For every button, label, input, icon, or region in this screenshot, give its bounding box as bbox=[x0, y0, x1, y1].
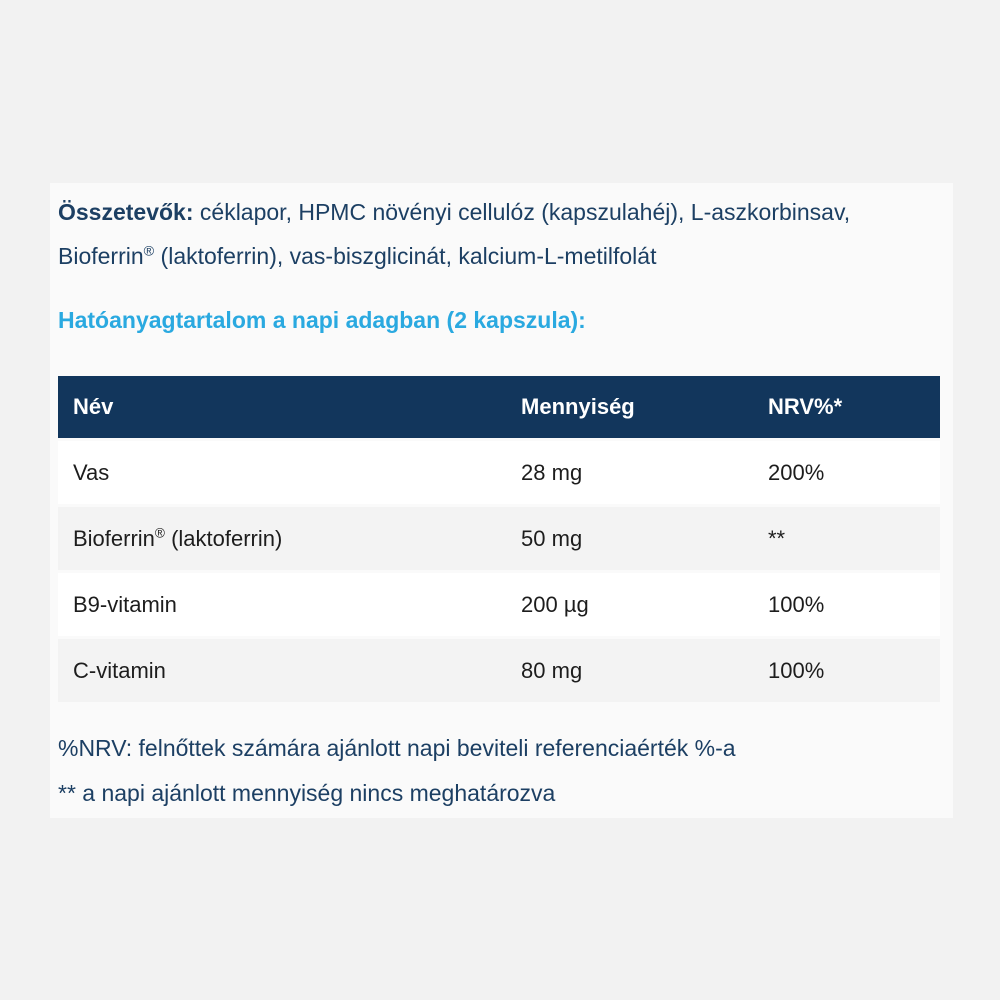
content-panel bbox=[50, 183, 953, 818]
cell-amount: 80 mg bbox=[521, 636, 768, 702]
ingredients-text: céklapor, HPMC növényi cellulóz (kapszulahéj), L-aszkorbinsav, Bioferrin® (laktoferrin), vas-biszglicinát, kalcium-L-metilfolát bbox=[58, 199, 851, 269]
footnote-nrv: %NRV: felnőttek számára ajánlott napi beviteli referenciaérték %-a bbox=[58, 735, 736, 761]
table-header-row bbox=[58, 376, 940, 438]
table-row bbox=[58, 504, 940, 570]
cell-name: Vas bbox=[58, 438, 521, 504]
table-row bbox=[58, 636, 940, 702]
ingredients-paragraph bbox=[58, 190, 940, 278]
cell-nrv: ** bbox=[768, 504, 940, 570]
footnote-asterisk: ** a napi ajánlott mennyiség nincs meghatározva bbox=[58, 780, 556, 806]
cell-name: Bioferrin® (laktoferrin) bbox=[58, 504, 521, 570]
cell-name: C-vitamin bbox=[58, 636, 521, 702]
cell-nrv: 100% bbox=[768, 570, 940, 636]
cell-amount: 50 mg bbox=[521, 504, 768, 570]
column-header-amount: Mennyiség bbox=[521, 376, 768, 438]
footnotes bbox=[58, 726, 940, 816]
cell-amount: 200 µg bbox=[521, 570, 768, 636]
cell-nrv: 100% bbox=[768, 636, 940, 702]
cell-name: B9-vitamin bbox=[58, 570, 521, 636]
section-heading: Hatóanyagtartalom a napi adagban (2 kapszula): bbox=[58, 307, 586, 333]
ingredients-label: Összetevők: bbox=[58, 199, 194, 225]
cell-nrv: 200% bbox=[768, 438, 940, 504]
column-header-nrv: NRV%* bbox=[768, 376, 940, 438]
cell-amount: 28 mg bbox=[521, 438, 768, 504]
table-row bbox=[58, 570, 940, 636]
column-header-name: Név bbox=[58, 376, 521, 438]
nutrition-table bbox=[58, 376, 940, 702]
table-row bbox=[58, 438, 940, 504]
